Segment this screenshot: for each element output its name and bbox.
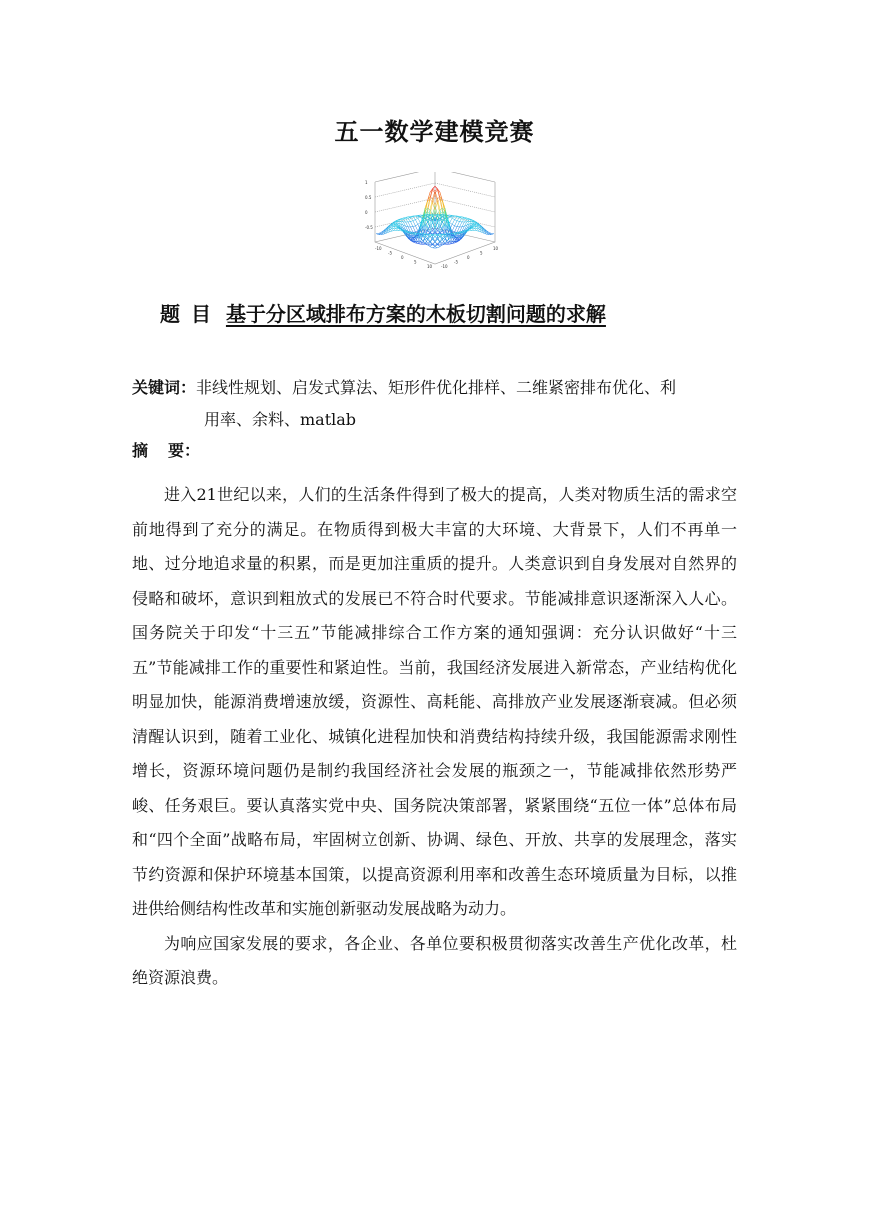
keywords-line-2: 用率、余料、matlab	[204, 410, 357, 429]
mesh-line	[457, 222, 459, 227]
y-tick-label: -10	[441, 264, 448, 269]
mesh-line	[457, 227, 459, 232]
mesh-line	[450, 218, 452, 222]
mesh-line	[452, 218, 454, 219]
mesh-line	[406, 219, 408, 222]
y-tick-label: -5	[454, 259, 458, 265]
x-tick-label: 0	[401, 255, 404, 260]
mesh-line	[411, 227, 413, 232]
x-tick-label: -10	[375, 246, 382, 251]
mesh-line	[462, 217, 464, 218]
y-tick-label: 5	[480, 250, 483, 256]
z-tick-label: -0.5	[365, 225, 373, 230]
mesh-line	[450, 217, 452, 218]
x-tick-label: 5	[414, 259, 417, 265]
mesh-line	[491, 234, 493, 235]
mesh-line	[415, 218, 417, 219]
mesh-line	[433, 242, 435, 245]
mesh-line	[455, 226, 457, 227]
mesh-line	[411, 222, 413, 227]
mesh-line	[457, 221, 459, 222]
mesh-line	[396, 229, 398, 231]
mesh-line	[452, 215, 454, 216]
mesh-line	[450, 223, 452, 225]
mesh-line	[413, 221, 415, 226]
mesh-line	[406, 218, 408, 219]
mesh-line	[433, 199, 435, 206]
mesh-line	[396, 228, 398, 229]
topic-title: 基于分区域排布方案的木板切割问题的求解	[225, 302, 606, 326]
mesh-line	[433, 247, 435, 248]
mesh-line	[403, 217, 405, 218]
y-tick-label: 0	[467, 255, 470, 260]
contest-title: 五一数学建模竞赛	[334, 118, 535, 146]
mesh-surface-image	[363, 172, 509, 280]
mesh-line	[472, 229, 474, 231]
mesh-line	[452, 220, 454, 225]
mesh-line	[415, 224, 417, 225]
mesh-line	[464, 218, 466, 219]
mesh-line	[415, 215, 417, 216]
mesh-line	[413, 227, 415, 232]
abstract-label	[132, 438, 200, 461]
mesh-line	[460, 217, 462, 218]
z-tick-label: 0	[365, 210, 368, 215]
mesh-line	[437, 247, 439, 248]
abstract-body	[132, 478, 737, 996]
mesh-line	[472, 220, 474, 221]
mesh-line	[411, 217, 413, 218]
mesh-line	[460, 222, 462, 227]
mesh-line	[401, 218, 403, 219]
abstract-paragraph-2: 为响应国家发展的要求，各企业、各单位要积极贯彻落实改善生产优化改革，杜绝资源浪费。	[132, 933, 737, 987]
mesh-line	[430, 247, 432, 248]
mesh-line	[398, 229, 400, 230]
mesh-line	[413, 226, 415, 227]
mesh-line	[415, 220, 417, 225]
mesh-line	[411, 221, 413, 222]
mesh-line	[430, 234, 432, 235]
abstract-label-char-2: 要：	[168, 441, 201, 460]
mesh-line	[472, 221, 474, 222]
mesh-line	[452, 224, 454, 225]
mesh-line	[418, 223, 420, 225]
mesh-line	[413, 220, 415, 221]
keywords-label: 关键词：	[132, 378, 197, 397]
keywords-block	[132, 372, 737, 436]
mesh-line	[408, 218, 410, 219]
mesh-line	[415, 226, 417, 231]
x-tick-label: 10	[427, 264, 433, 269]
mesh-line	[455, 227, 457, 232]
mesh-line	[413, 217, 415, 220]
mesh-line	[393, 224, 395, 225]
topic-label: 题 目	[160, 302, 213, 326]
z-tick-label: 0.5	[365, 195, 372, 200]
mesh-line	[435, 199, 437, 206]
mesh-line	[455, 220, 457, 221]
mesh-line	[408, 222, 410, 227]
abstract-paragraph-1: 进入21世纪以来，人们的生活条件得到了极大的提高，人类对物质生活的需求空前地得到了充分的满足。在物质得到极大丰富的大环境、大背景下，人们不再单一地、过分地追求量的积累，而是更加注重质的提升。人类意识到自身发展对自然界的侵略和破坏，意识到粗放式的发展已不符合时代要求。节能减排意识逐渐深入人心。国务院关于印发“十三五”节能减排综合工作方案的通知强调：充分认识做好“十三五”节能减排工作的重要性和紧迫性。当前，我国经济发展进入新常态，产业结构优化明显加快，能源消费增速放缓，资源性、高耗能、高排放产业发展逐渐衰减。但必须清醒认识到，随着工业化、城镇化进程加快和消费结构持续升级，我国能源需求刚性增长，资源环境问题仍是制约我国经济社会发展的瓶颈之一，节能减排依然形势严峻、任务艰巨。要认真落实党中央、国务院决策部署，紧紧围绕“五位一体”总体布局和“四个全面”战略布局，牢固树立创新、协调、绿色、开放、共享的发展理念，落实节约资源和保护环境基本国策，以提高资源利用率和改善生态环境质量为目标，以推进供给侧结构性改革和实施创新驱动发展战略为动力。	[132, 485, 737, 918]
x-tick-label: -5	[388, 250, 392, 256]
surface-plot-figure	[363, 172, 509, 280]
keywords-line-1: 非线性规划、启发式算法、矩形件优化排样、二维紧密排布优化、利	[196, 378, 677, 397]
z-tick-label: 1	[365, 180, 368, 185]
y-tick-label: 10	[493, 246, 499, 251]
mesh-line	[452, 226, 454, 231]
mesh-line	[406, 217, 408, 218]
abstract-label-char-1: 摘	[132, 441, 149, 460]
mesh-line	[403, 219, 405, 222]
mesh-line	[455, 221, 457, 226]
mesh-line	[418, 218, 420, 222]
topic-line	[160, 298, 620, 327]
